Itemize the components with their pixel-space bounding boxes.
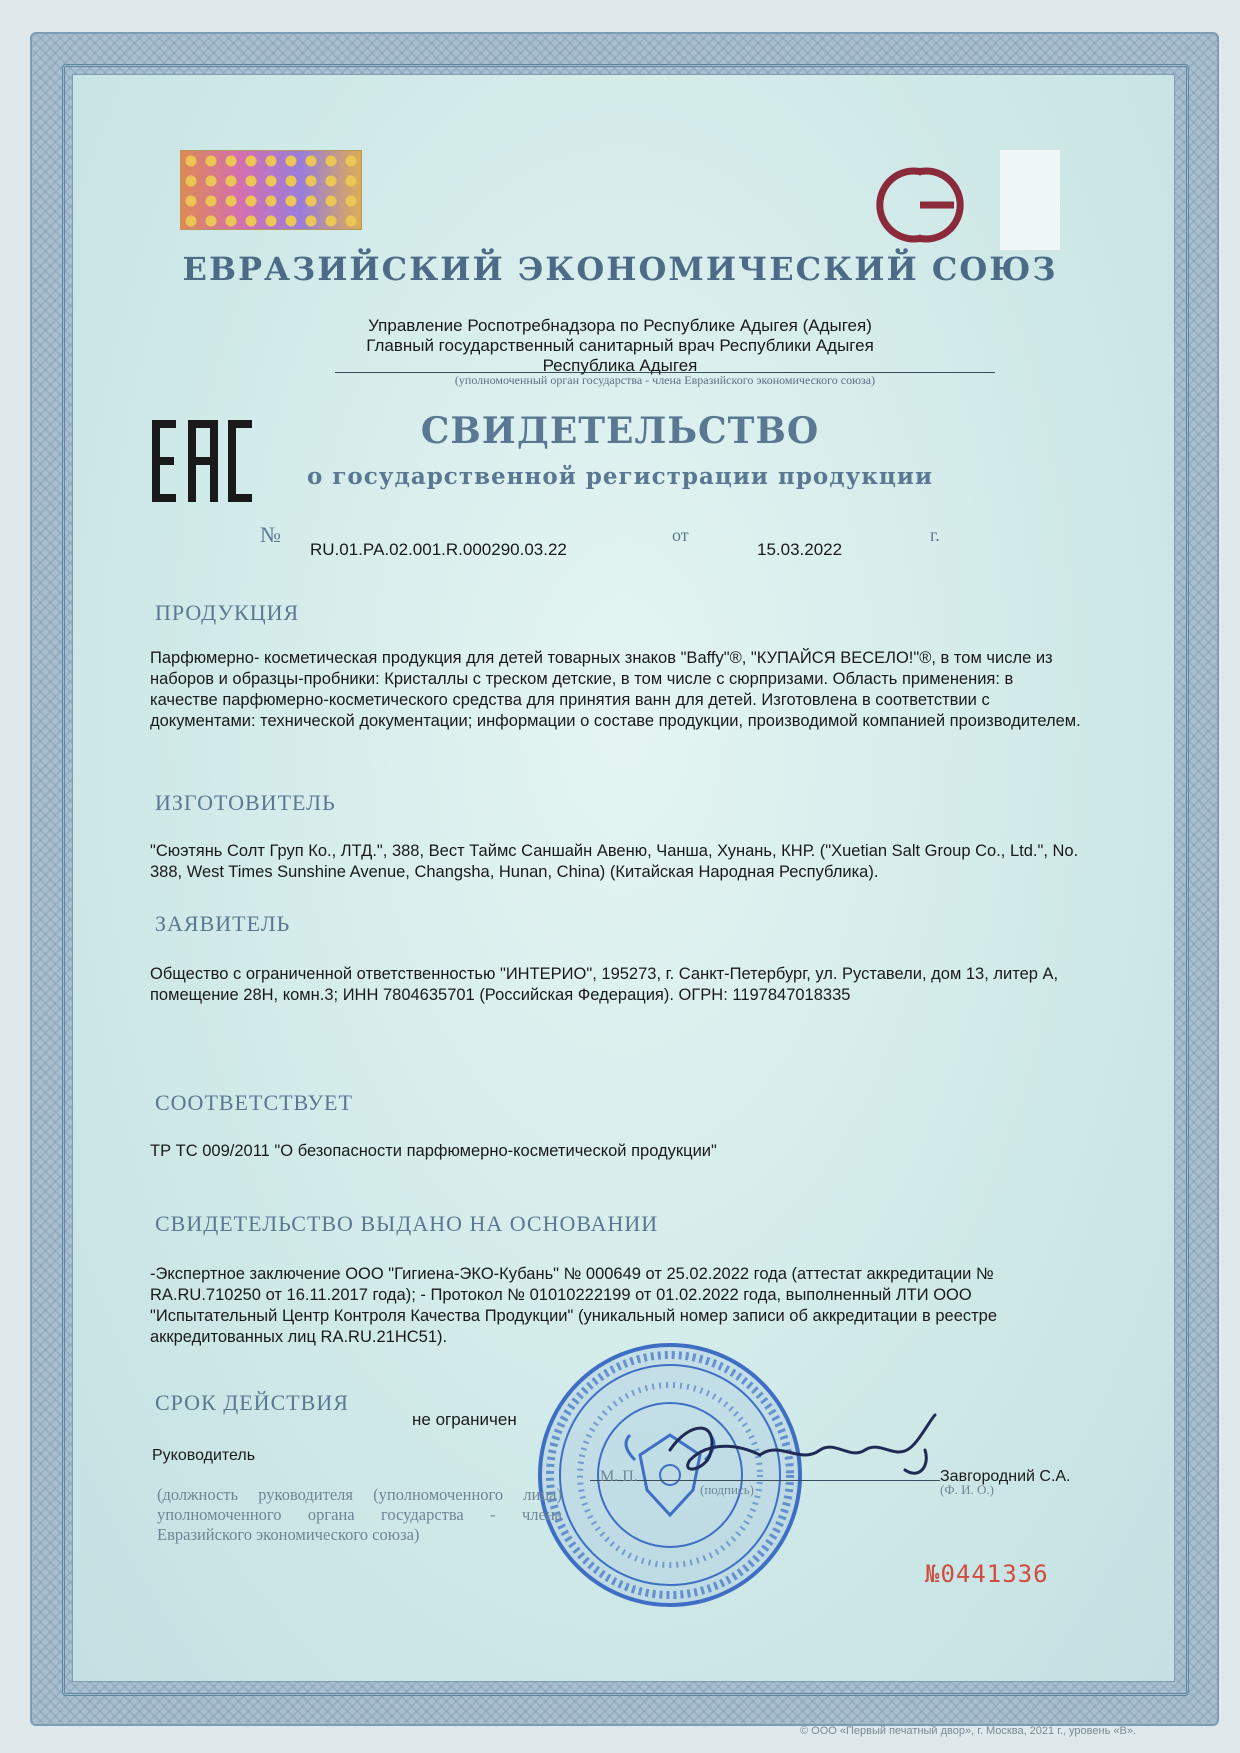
seal-placeholder-label: М. П. <box>600 1468 638 1485</box>
registration-date: 15.03.2022 <box>757 540 843 559</box>
fio-caption: (Ф. И. О.) <box>940 1482 994 1497</box>
conformity-heading: СООТВЕТСТВУЕТ <box>155 1090 353 1115</box>
applicant-text: Общество с ограниченной ответственностью "ИНТЕРИО", 195273, г. Санкт-Петербург, ул. Руставели, дом 13, литер А, помещение 28Н, комн.3; ИНН 7804635701 (Российская Федерация). ОГРН: 1197847018335 <box>150 965 1059 1004</box>
conformity-text: ТР ТС 009/2011 "О безопасности парфюмерно-косметической продукции" <box>150 1142 717 1160</box>
manufacturer-heading: ИЗГОТОВИТЕЛЬ <box>155 790 336 815</box>
signatory-name: Завгородний С.А. <box>940 1468 1071 1485</box>
union-title: ЕВРАЗИЙСКИЙ ЭКОНОМИЧЕСКИЙ СОЮЗ <box>182 250 1058 288</box>
manufacturer-text: "Сюэтянь Солт Груп Ко., ЛТД.", 388, Вест Таймс Саншайн Авеню, Чанша, Хунань, КНР. ("Xuetian Salt Group Co., Ltd.", No. 388, West Times Sunshine Avenue, Changsha, Hunan, China) (Китайская Народная Республика). <box>150 842 1079 881</box>
authority-line-1: Управление Роспотребнадзора по Республике Адыгея (Адыгея) <box>368 316 872 335</box>
basis-text: -Экспертное заключение ООО "Гигиена-ЭКО-Кубань" № 000649 от 25.02.2022 года (аттестат аккредитации № RA.RU.710250 от 16.11.2017 года); - Протокол № 01010222199 от 01.02.2022 года, выполненный ЛТИ ООО "Испытательный Центр Контроля Качества Продукции" (уникальный номер записи об аккредитации в реестре аккредитованных лиц RA.RU.21НС51). <box>150 1265 998 1346</box>
product-heading: ПРОДУКЦИЯ <box>155 600 300 625</box>
registration-number: RU.01.РА.02.001.R.000290.03.22 <box>310 540 567 559</box>
signatory-role: Руководитель <box>152 1447 256 1464</box>
serial-number: №0441336 <box>925 1560 1049 1588</box>
certificate-subtitle: о государственной регистрации продукции <box>306 463 934 490</box>
signature-icon <box>650 1410 950 1495</box>
product-text: Парфюмерно- косметическая продукция для детей товарных знаков "Baffy"®, "КУПАЙСЯ ВЕСЕЛО!"®, в том числе из наборов и образцы-пробники: Кристаллы с треском детские, в том числе с сюрпризами. Область применения: в качестве парфюмерно-косметического средства для принятия ванн для детей. Изготовлена в соответствии с документами: технической документации; информации о составе продукции, производимой компанией производителем. <box>150 649 1081 730</box>
validity-value: не ограничен <box>412 1410 517 1429</box>
signature-caption: (подпись) <box>700 1482 754 1497</box>
basis-heading: СВИДЕТЕЛЬСТВО ВЫДАНО НА ОСНОВАНИИ <box>155 1211 659 1236</box>
applicant-heading: ЗАЯВИТЕЛЬ <box>155 911 291 936</box>
validity-heading: СРОК ДЕЙСТВИЯ <box>155 1390 349 1415</box>
authority-line-2: Главный государственный санитарный врач Республики Адыгея <box>366 336 874 355</box>
position-caption: (должность руководителя (уполномоченного лица) уполномоченного органа государства - члена Евразийского экономического союза) <box>157 1485 562 1544</box>
hologram-sticker <box>180 150 362 230</box>
printer-imprint: © ООО «Первый печатный двор», г. Москва, 2021 г., уровень «В». <box>800 1725 1136 1737</box>
number-label: № <box>260 522 281 547</box>
year-suffix: г. <box>930 525 940 545</box>
issuing-authority <box>300 316 940 376</box>
paper-patch <box>1000 150 1060 250</box>
signature-line <box>590 1480 940 1481</box>
date-label: от <box>672 525 689 545</box>
certificate-title: СВИДЕТЕЛЬСТВО <box>420 410 820 452</box>
authority-line-3: Республика Адыгея <box>542 356 698 375</box>
authority-caption: (уполномоченный орган государства - члена Евразийского экономического союза) <box>454 373 876 387</box>
conformity-ce-logo-icon <box>860 160 985 250</box>
